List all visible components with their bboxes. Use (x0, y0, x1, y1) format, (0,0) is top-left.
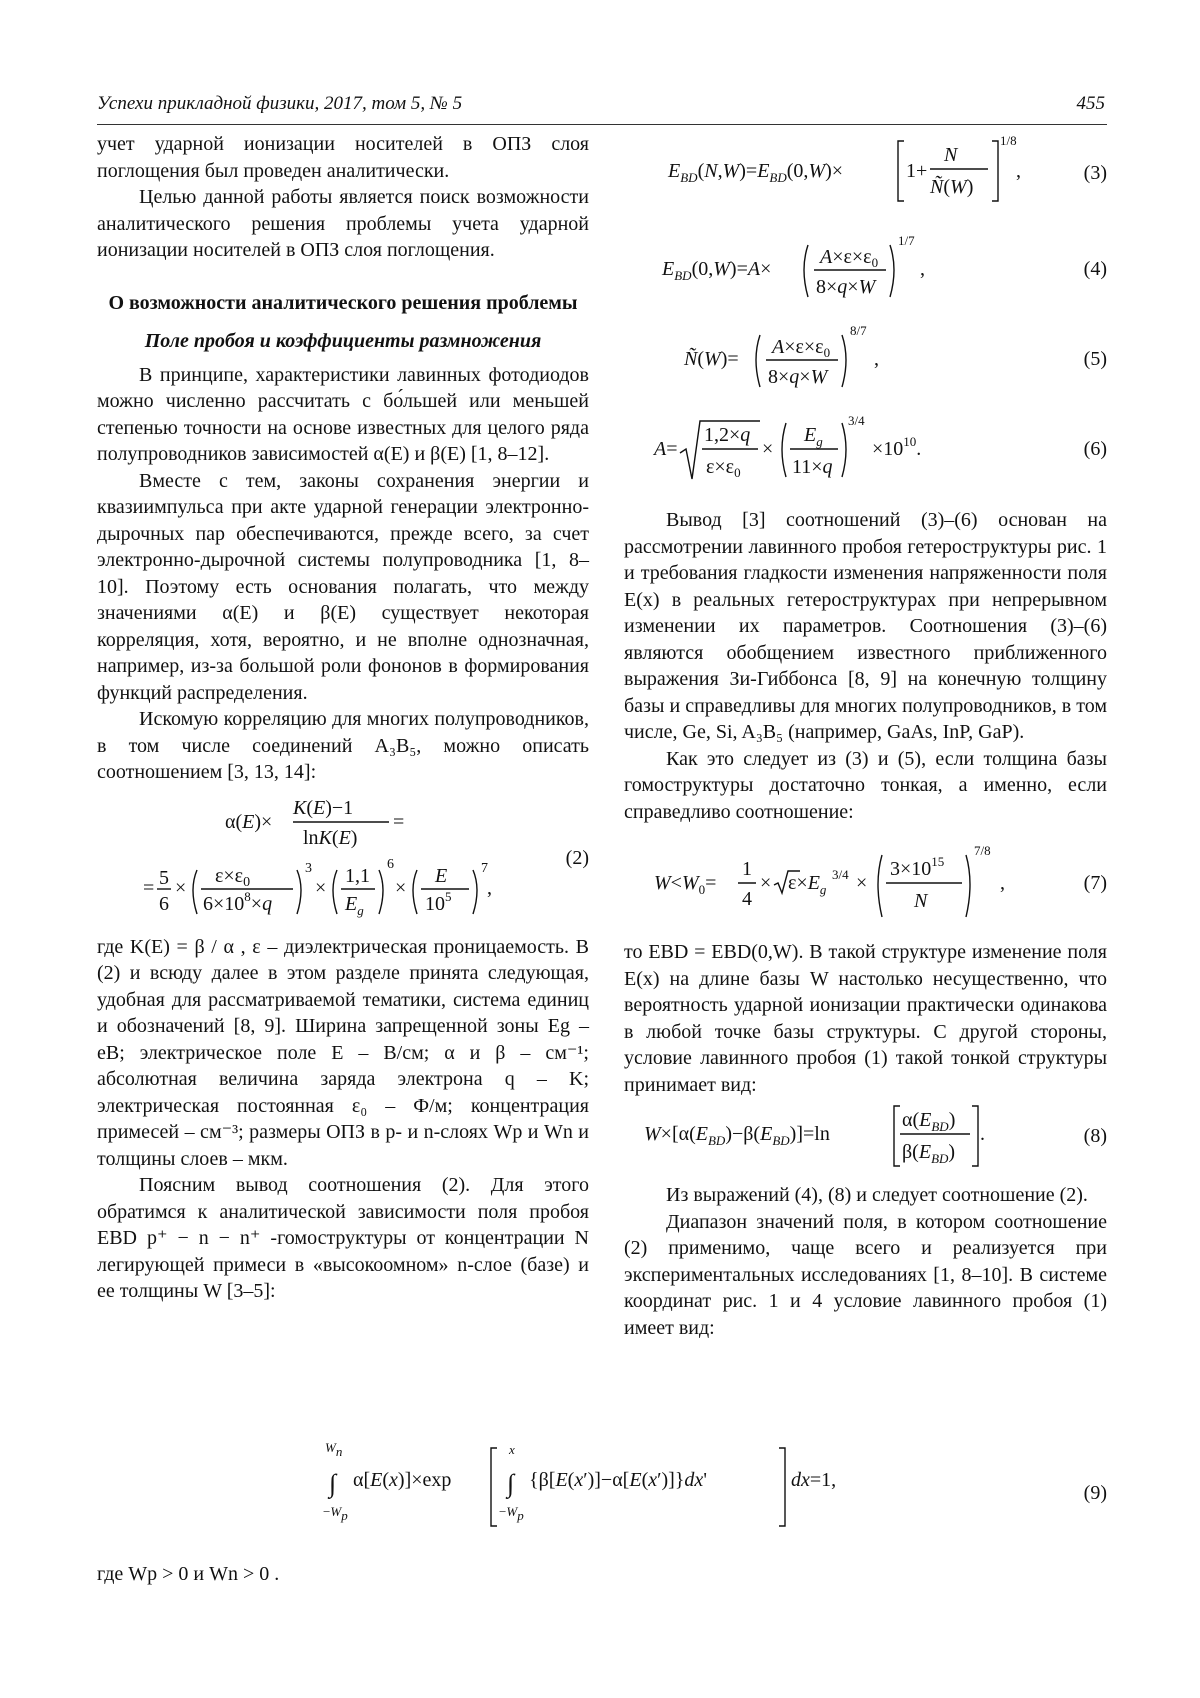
svg-text:ε×ε0: $\varepsilon\times\varepsilon_0$ (706, 456, 741, 480)
equation-number: (6) (1083, 437, 1107, 460)
equation-9-formula (97, 1440, 997, 1540)
svg-text:α[E(x)]×exp: α[E(x)]×exp (353, 1469, 452, 1491)
svg-text:105: $10^5$ (425, 888, 452, 915)
svg-text:A×ε×ε0: $A\times\varepsilon\times\varepsilon_0$ (772, 336, 831, 360)
equation-2-formula (97, 792, 537, 924)
equation-number: (2) (565, 846, 589, 869)
svg-text:×1010.: $\times 10^{10}$. (872, 434, 922, 460)
equation-3 (624, 131, 1107, 215)
svg-text:−Wp: −Wp (499, 1504, 524, 1523)
svg-text:K(E)−1: K(E)−1 (293, 796, 354, 819)
svg-text:Ñ(W)=: Ñ(W)= (684, 348, 739, 370)
svg-text:x: x (509, 1442, 515, 1457)
svg-text:.: . (980, 1123, 985, 1145)
svg-text:dx=1,: dx=1, (791, 1469, 837, 1491)
svg-text:11×q: 11×q (792, 456, 833, 478)
svg-text:×: × (762, 438, 774, 460)
svg-text:Eg: $E_g$ (345, 892, 364, 918)
svg-text:3/4: 3/4 (832, 867, 849, 882)
svg-text:8×q×W: 8×q×W (768, 366, 828, 388)
equation-2 (97, 792, 589, 924)
svg-text:3/4: 3/4 (848, 413, 865, 428)
svg-text:Ñ(W): Ñ(W) (930, 176, 974, 198)
svg-text:8×q×W: 8×q×W (816, 276, 876, 298)
equation-number: (9) (1083, 1482, 1107, 1504)
svg-text:ε×Eg: $\varepsilon\times E_g$ (788, 872, 827, 897)
svg-text:1/7: 1/7 (898, 233, 915, 248)
svg-text:×: × (395, 876, 407, 899)
svg-text:=: = (143, 876, 155, 899)
svg-text:3×1015: $3\times 10^{15}$ (890, 854, 945, 880)
paragraph: В принципе, характеристики лавинных фотодиодов можно численно рассчитать с бо́льшей или меньшей степенью точности на основе известных для целого ряда полупроводников зависимостей α(E) и β(E) [1, 8–12]. (97, 363, 589, 465)
svg-text:5: 5 (159, 866, 169, 889)
svg-text:lnK(E): lnK(E) (303, 826, 358, 849)
svg-text:β(EBD): $\beta(E_{BD})$ (902, 1141, 956, 1166)
equation-number: (7) (1083, 871, 1107, 894)
svg-text:{β[E(x′)]−α[E(x′)]}dx': {β[E(x′)]−α[E(x′)]}dx' (529, 1469, 707, 1491)
equation-9 (97, 1440, 1107, 1540)
paragraph: Вывод [3] соотношений (3)–(6) основан на рассмотрении лавинного пробоя гетероструктуры рис. 1 и требования гладкости изменения напряженности поля E(x) в реальных гетероструктурах при непрерывном изменении их параметров. Соотношения (3)–(6) являются обобщением известного приближенного выражения Зи-Гиббонса [8, 9] на конечную толщину базы и справедливы для многих полупроводников, в том числе, Ge, Si, A₃B₅ (например, GaAs, InP, GaP). (624, 509, 1107, 743)
left-column (97, 131, 589, 1305)
journal-title: Успехи прикладной физики, 2017, том 5, № 5 (97, 93, 463, 114)
equation-6 (624, 403, 1107, 495)
svg-text:Eg: $E_g$ (804, 424, 823, 449)
svg-text:×: × (315, 876, 327, 899)
svg-text:1+: 1+ (906, 160, 928, 182)
paragraph: учет ударной ионизации носителей в ОПЗ слоя поглощения был проведен аналитически. (97, 133, 589, 182)
paragraph: Целью данной работы является поиск возможности аналитического решения проблемы учета ударной ионизации носителей в ОПЗ слоя поглощения. (97, 186, 589, 261)
svg-text:×: × (760, 872, 772, 894)
equation-8 (624, 1098, 1107, 1174)
svg-text:,: , (920, 258, 925, 280)
header-rule (97, 124, 1107, 125)
svg-text:EBD(0,W)=A×: $E_{BD}(0,W)=A\times$ (662, 258, 772, 283)
svg-text:N: N (944, 144, 958, 166)
equation-number: (5) (1083, 347, 1107, 370)
svg-text:∫: ∫ (507, 1469, 515, 1498)
svg-text:W×[α(EBD)−β(EBD)]=ln: $W\times[\alpha(E_{BD})-\beta(E_{BD})]=\ln$ (644, 1123, 830, 1148)
svg-text:6×108×q: $6\times 10^8\times q$ (203, 888, 273, 915)
equation-7-formula (624, 831, 1064, 935)
paragraph: Вместе с тем, законы сохранения энергии и квазиимпульса при акте ударной генерации электронно-дырочных пар обеспечиваются, прежде всего, за счет электронно-дырочной системы полупроводника [1, 8–10]. Поэтому есть основания полагать, что между значениями α(E) и β(E) существует некоторая корреляция, хотя, вероятно, и не вполне однозначная, например, из-за большой роли фононов в формирования функций распределения. (97, 469, 589, 704)
svg-text:3: 3 (305, 860, 312, 876)
svg-text:1,2×q: 1,2×q (704, 424, 751, 446)
paragraph: Как это следует из (3) и (5), если толщина базы гомоструктуры достаточно тонкая, а именно, если справедливо соотношение: (624, 747, 1107, 823)
equation-4 (624, 223, 1107, 315)
svg-text:×: × (856, 872, 868, 894)
svg-text:E: E (435, 864, 448, 887)
svg-text:α(E)×: α(E)× (225, 810, 273, 833)
equation-5 (624, 315, 1107, 403)
svg-text:6: 6 (387, 856, 394, 872)
svg-text:7: 7 (481, 860, 488, 876)
svg-text:N: N (914, 890, 928, 912)
equation-number: (8) (1083, 1124, 1107, 1147)
svg-text:×: × (175, 876, 187, 899)
svg-text:EBD(N,W)=EBD(0,W)×: $E_{BD}(N,W)=E_{BD}(0,W)\times$ (668, 160, 844, 185)
svg-text:∫: ∫ (329, 1469, 337, 1498)
svg-text:1,1: 1,1 (345, 864, 370, 887)
svg-text:7/8: 7/8 (974, 843, 991, 858)
equation-7 (624, 831, 1107, 935)
svg-text:Wn: Wn (325, 1440, 343, 1459)
paragraph: Искомую корреляцию для многих полупроводников, в том числе соединений A₃B₅, можно описать соотношением [3, 13, 14]: (97, 708, 589, 783)
paragraph: Из выражений (4), (8) и следует соотношение (2). (666, 1184, 1088, 1206)
svg-text:A×ε×ε0: $A\times\varepsilon\times\varepsilon_0$ (820, 246, 879, 270)
running-header (97, 93, 1105, 115)
svg-text:,: , (487, 876, 492, 899)
paragraph: то EBD = EBD(0,W). В такой структуре изменение поля E(x) на длине базы W настолько несущественно, что вероятность ударной ионизации практически одинакова в любой точке базы структуры. С другой стороны, условие лавинного пробоя (1) такой тонкой структуры принимает вид: (624, 941, 1107, 1096)
svg-text:,: , (1000, 872, 1005, 894)
equation-3-formula (624, 131, 1064, 215)
equation-5-formula (624, 315, 1064, 403)
svg-text:−Wp: −Wp (323, 1504, 348, 1523)
svg-text:,: , (1016, 160, 1021, 182)
equation-8-formula (624, 1098, 1064, 1174)
svg-text:ε×ε0: $\varepsilon\times\varepsilon_0$ (215, 864, 251, 890)
paragraph: где K(E) = β / α , ε – диэлектрическая проницаемость. В (2) и всюду далее в этом разделе принята следующая, удобная для рассматриваемой тематики, система единиц и обозначений [8, 9]. Ширина запрещенной зоны Eg – еВ; электрическое поле E – В/см; α и β – см⁻¹; абсолютная величина заряда электрона q – K; электрическая постоянная ε₀ – Ф/м; концентрация примесей – см⁻³; размеры ОПЗ в p- и n-слоях Wp и Wn и толщины слоев – мкм. (97, 935, 589, 1170)
svg-text:1/8: 1/8 (1000, 133, 1017, 148)
page-number: 455 (1076, 93, 1105, 114)
paragraph: Поясним вывод соотношения (2). Для этого обратимся к аналитической зависимости поля пробоя EBD p⁺ − n − n⁺ -гомоструктуры от концентрации N легирующей примеси в «высокоомном» n-слое (базе) и ее толщины W [3–5]: (97, 1174, 589, 1302)
svg-text:=: = (393, 810, 405, 833)
equation-number: (3) (1083, 161, 1107, 184)
equation-4-formula (624, 223, 1064, 315)
svg-text:1: 1 (742, 858, 752, 880)
svg-text:8/7: 8/7 (850, 323, 867, 338)
svg-text:α(EBD): $\alpha(E_{BD})$ (902, 1109, 956, 1134)
svg-text:,: , (874, 348, 879, 370)
subsection-title: Поле пробоя и коэффициенты размножения (144, 329, 542, 352)
paragraph: Диапазон значений поля, в котором соотношение (2) применимо, чаще всего и реализуется при экспериментальных исследованиях [1, 8–10]. В системе координат рис. 1 и 4 условие лавинного пробоя (1) имеет вид: (624, 1210, 1107, 1339)
right-column (624, 131, 1107, 1341)
equation-number: (4) (1083, 257, 1107, 280)
svg-text:A=: A= (654, 438, 678, 460)
svg-text:4: 4 (742, 888, 752, 910)
closing-line: где Wp > 0 и Wn > 0 . (97, 1563, 280, 1585)
equation-6-formula (624, 403, 1064, 495)
svg-text:W<W0=: $W<W_0=$ (654, 872, 717, 897)
svg-text:6: 6 (159, 892, 169, 915)
section-title: О возможности аналитического решения проблемы (108, 291, 578, 314)
